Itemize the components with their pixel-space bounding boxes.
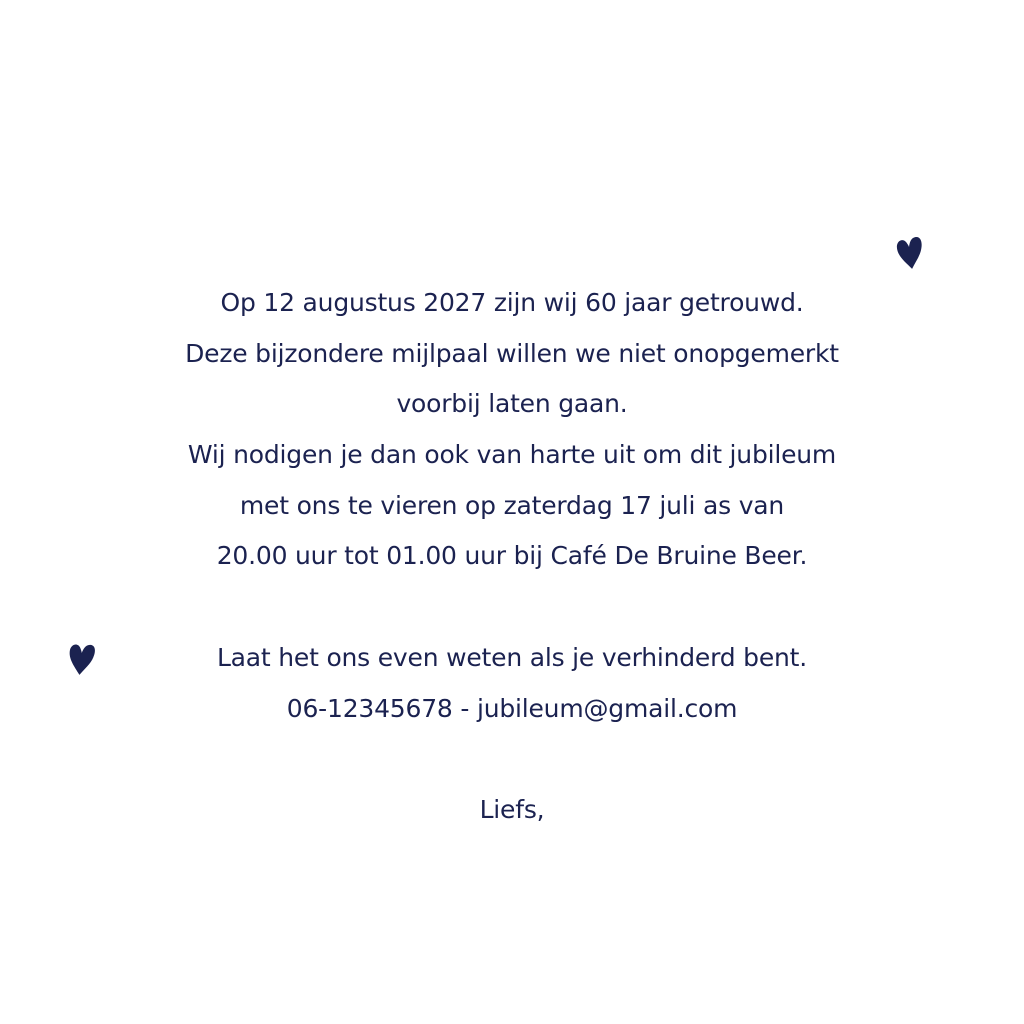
blank-line [0,734,1024,785]
text-line: Deze bijzondere mijlpaal willen we niet onopgemerkt [185,338,839,368]
invitation-text [0,278,1024,836]
text-line: Op 12 augustus 2027 zijn wij 60 jaar getrouwd. [220,288,804,317]
contact-line: 06-12345678 - jubileum@gmail.com [286,693,738,723]
text-line: voorbij laten gaan. [396,389,628,419]
text-line: met ons te vieren op zaterdag 17 juli as van [239,490,785,520]
text-line: 20.00 uur tot 01.00 uur bij Café De Bruine Beer. [216,541,808,571]
closing-line: Liefs, [479,794,545,824]
heart-icon [895,236,925,272]
text-line: Wij nodigen je dan ook van harte uit om dit jubileum [187,440,837,470]
blank-line [0,582,1024,633]
text-line: Laat het ons even weten als je verhinderd bent. [216,642,808,672]
